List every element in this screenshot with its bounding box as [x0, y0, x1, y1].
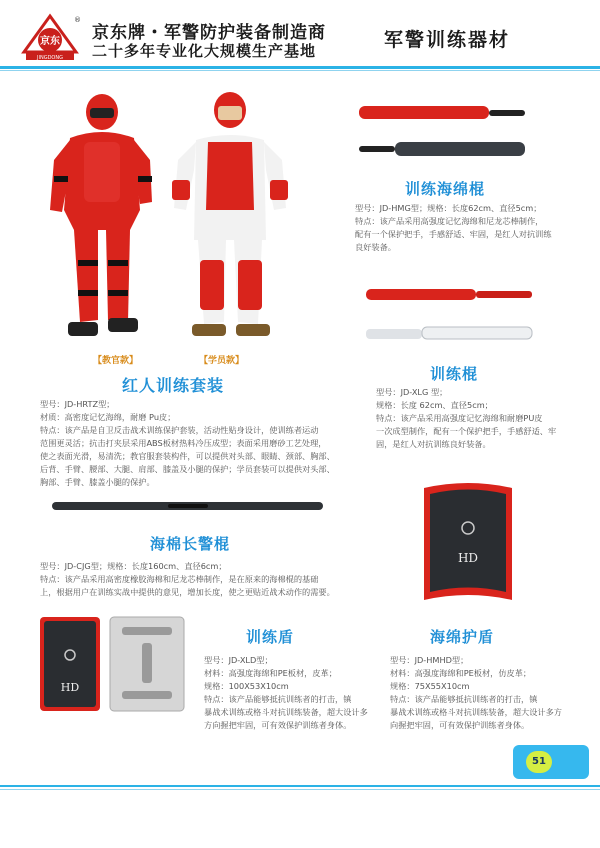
training-baton-line: 一次成型制作，配有一个保护把手，手感舒适、牢 — [376, 426, 557, 436]
training-baton-line: 固，是红人对抗训练良好装备。 — [376, 439, 491, 449]
sponge-shield-line: 材料：高强度海绵和PE板材，仿皮革； — [390, 668, 532, 678]
sponge-shield-title: 海绵护盾 — [430, 628, 495, 646]
company-subtitle: 二十多年专业化大规模生产基地 — [92, 42, 317, 60]
red-man-suit-line: 特点：该产品是自卫反击战术训练保护套装，活动性贴身设计，使训练者运动 — [40, 425, 319, 435]
sponge-shield-line: 暴战术训练或格斗对抗训练装备，超大设计多方 — [390, 707, 562, 717]
training-shield-hd-label: HD — [60, 681, 80, 694]
training-shield-line: 特点：该产品能够抵抗训练者的打击，镇 — [204, 694, 352, 704]
red-man-suit-line: 后背、手臂、腰部、大腿、肩部、膝盖及小腿的保护；学员套装可以提供对头部、 — [40, 464, 335, 474]
long-baton-description — [40, 560, 335, 599]
training-shield-line: 方向握把牢固，可有效保护训练者身体。 — [204, 720, 352, 730]
long-baton-line: 型号：JD-CJG型；规格：长度160cm、直径6cm； — [40, 561, 227, 571]
training-shield-description — [204, 654, 368, 732]
page-number: 51 — [526, 751, 552, 773]
red-man-suit-description — [40, 398, 335, 489]
sponge-baton-title: 训练海绵棍 — [405, 180, 486, 198]
sponge-baton-line: 型号：JD-HMG型；规格：长度62cm、直径5cm； — [355, 203, 542, 213]
long-baton-line: 特点：该产品采用高密度橡胶海棉和尼龙芯棒制作，是在原来的海棉棍的基础 — [40, 574, 319, 584]
header-divider-thin — [0, 70, 600, 71]
long-baton-title: 海棉长警棍 — [150, 535, 231, 553]
sponge-baton-description — [355, 202, 552, 254]
student-tag: 【学员款】 — [199, 356, 245, 366]
red-man-suit-line: 范围更灵活；抗击打夹层采用ABS板材热料冷压成型；表面采用磨砂工艺处理， — [40, 438, 327, 448]
sponge-baton-line: 良好装备。 — [355, 242, 396, 252]
sponge-baton-photo — [355, 100, 530, 170]
instructor-tag: 【教官款】 — [93, 356, 139, 366]
sponge-shield-description — [390, 654, 562, 732]
training-shield-line: 材料：高强度海绵和PE板材，皮革； — [204, 668, 337, 678]
sponge-shield-photo — [418, 480, 516, 608]
training-baton-line: 规格：长度 62cm、直径5cm； — [376, 400, 493, 410]
training-shield-photo — [38, 613, 188, 713]
instructor-suit-figure — [50, 94, 152, 336]
red-man-suit-line: 使之表面光滑，易清洗；教官服套装构件，可以提供对头部、眼睛、颈部、胸部、 — [40, 451, 335, 461]
training-baton-line: 特点：该产品采用高强度记忆海绵和耐磨PU皮 — [376, 413, 543, 423]
sponge-shield-line: 特点：该产品能够抵抗训练者的打击，镇 — [390, 694, 538, 704]
training-baton-line: 型号：JD-XLG 型； — [376, 387, 448, 397]
sponge-baton-line: 配有一个保护把手，手感舒适、牢固，是红人对抗训练 — [355, 229, 552, 239]
training-baton-title: 训练棍 — [430, 365, 479, 383]
sponge-shield-line: 型号：JD-HMHD型； — [390, 655, 469, 665]
brand-logo — [22, 14, 81, 62]
red-man-suit-title: 红人训练套装 — [122, 376, 225, 395]
sponge-shield-line: 规格：75X55X10cm — [390, 681, 470, 691]
category-title: 军警训练器材 — [384, 29, 511, 51]
long-baton-line: 上，根据用户在训练实战中提供的意见，增加长度，使之更贴近战术动作的需要。 — [40, 587, 335, 597]
red-man-suit-line: 胸部、手臂、膝盖小腿的保护。 — [40, 477, 155, 487]
footer-divider — [0, 785, 600, 787]
page-header — [0, 0, 600, 66]
training-shield-line: 型号：JD-XLD型； — [204, 655, 273, 665]
sponge-shield-hd-label: HD — [457, 551, 479, 565]
red-man-suit-line: 型号：JD-HRTZ型； — [40, 399, 115, 409]
logo-text: 京东 — [40, 36, 60, 47]
student-suit-figure — [172, 92, 288, 336]
red-man-suit-photo — [40, 90, 305, 358]
footer-divider-thin — [0, 789, 600, 790]
red-man-suit-line: 材质：高密度记忆海绵，耐磨 Pu皮； — [40, 412, 176, 422]
training-shield-line: 规格：100X53X10cm — [204, 681, 289, 691]
header-divider — [0, 66, 600, 69]
training-baton-photo — [362, 283, 537, 348]
training-shield-line: 暴战术训练或格斗对抗训练装备，超大设计多 — [204, 707, 368, 717]
long-baton-photo — [50, 495, 325, 517]
training-baton-description — [376, 386, 556, 451]
logo-subtext: JINGDONG — [37, 55, 63, 61]
svg-text:®: ® — [74, 16, 81, 24]
sponge-baton-line: 特点：该产品采用高强度记忆海绵和尼龙芯棒制作， — [355, 216, 544, 226]
company-name: 京东牌・军警防护装备制造商 — [92, 23, 326, 43]
training-shield-title: 训练盾 — [246, 628, 295, 646]
sponge-shield-line: 向握把牢固，可有效保护训练者身体。 — [390, 720, 530, 730]
